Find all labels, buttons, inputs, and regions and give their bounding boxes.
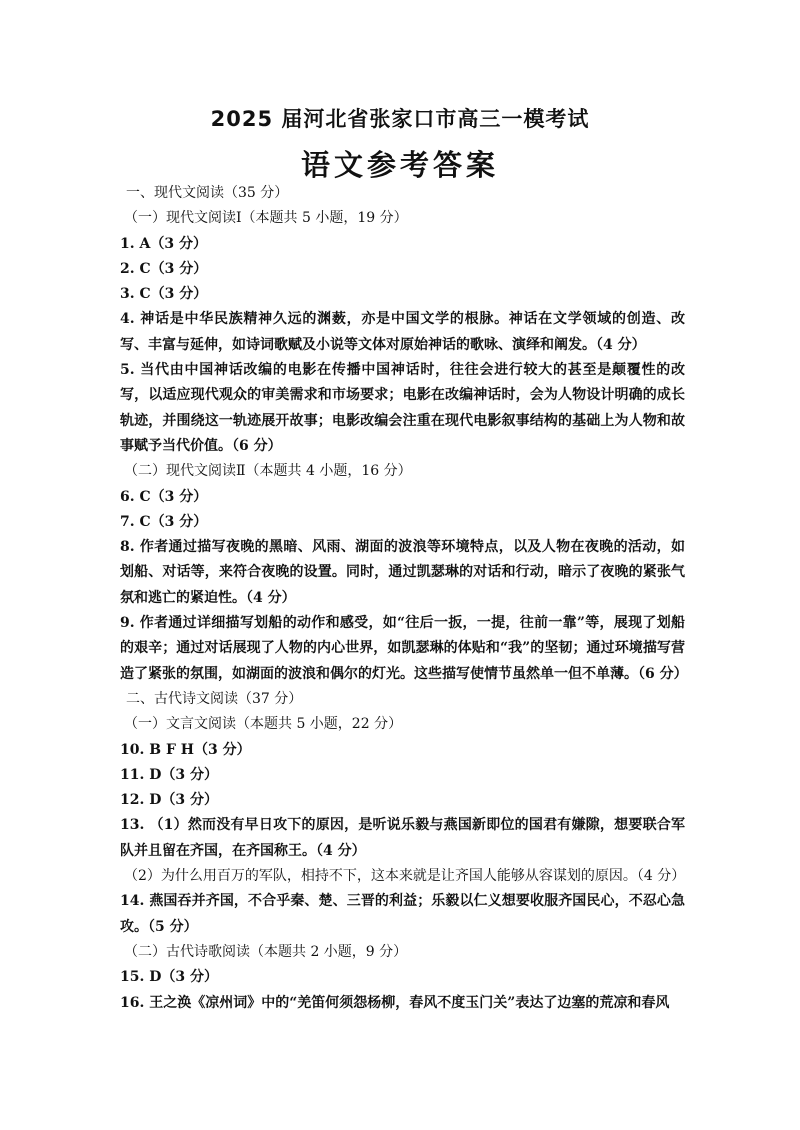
answer-paragraph: 13. （1）然而没有早日攻下的原因，是听说乐毅与燕国新即位的国君有嫌隙，想要联合军队并且留在齐国，在齐国称王。（4 分） — [120, 817, 685, 859]
answer-paragraph: 8. 作者通过描写夜晚的黑暗、风雨、湖面的波浪等环境特点，以及人物在夜晚的活动，如划船、对话等，来符合夜晚的设置。同时，通过凯瑟琳的对话和行动，暗示了夜晚的紧张气氛和逃亡的紧迫性。（4 分） — [120, 539, 685, 606]
answer-line: 1. A（3 分） — [120, 235, 207, 252]
answer-line: 7. C（3 分） — [120, 513, 208, 530]
answer-line: 10. B F H（3 分） — [120, 741, 251, 758]
answer-continuation: （2）为什么用百万的军队，相持不下，这本来就是让齐国人能够从容谋划的原因。（4 分） — [124, 868, 686, 885]
answer-paragraph: 5. 当代由中国神话改编的电影在传播中国神话时，往往会进行较大的甚至是颠覆性的改写，以适应现代观众的审美需求和市场要求；电影在改编神话时，会为人物设计明确的成长轨迹，并围绕这一轨迹展开故事；电影改编会注重在现代电影叙事结构的基础上为人物和故事赋予当代价值。（6 分） — [120, 362, 685, 454]
answer-line: 12. D（3 分） — [120, 792, 218, 809]
answer-paragraph: 9. 作者通过详细描写划船的动作和感受，如“往后一扳，一提，往前一靠”等，展现了划船的艰辛；通过对话展现了人物的内心世界，如凯瑟琳的体贴和“我”的坚韧；通过环境描写营造了紧张的氛围，如湖面的波浪和偶尔的灯光。这些描写使情节虽然单一但不单薄。（6 分） — [120, 615, 688, 682]
answer-line: 3. C（3 分） — [120, 286, 208, 303]
answer-line: 11. D（3 分） — [120, 766, 218, 783]
section-heading: 二、古代诗文阅读（37 分） — [126, 690, 303, 707]
answer-line: 6. C（3 分） — [120, 488, 208, 505]
answer-paragraph: 14. 燕国吞并齐国，不合乎秦、楚、三晋的利益；乐毅以仁义想要收服齐国民心，不忍心急攻。（5 分） — [120, 893, 685, 935]
section-heading: 一、现代文阅读（35 分） — [126, 185, 289, 201]
answer-line: 15. D（3 分） — [120, 969, 218, 986]
subsection-heading: （一）现代文阅读Ⅰ（本题共 5 小题，19 分） — [124, 210, 408, 227]
answer-content — [120, 181, 688, 1016]
subsection-heading: （二）现代文阅读Ⅱ（本题共 4 小题，16 分） — [124, 463, 412, 480]
answer-line: 2. C（3 分） — [120, 260, 208, 277]
subsection-heading: （二）古代诗歌阅读（本题共 2 小题，9 分） — [124, 943, 408, 960]
document-title: 语文参考答案 — [300, 148, 499, 182]
subsection-heading: （一）文言文阅读（本题共 5 小题，22 分） — [124, 716, 403, 733]
answer-paragraph: 16. 王之涣《凉州词》中的“羌笛何须怨杨柳，春风不度玉门关”表达了边塞的荒凉和春风 — [120, 994, 670, 1011]
answer-paragraph: 4. 神话是中华民族精神久远的渊薮，亦是中国文学的根脉。神话在文学领域的创造、改写、丰富与延伸，如诗词歌赋及小说等文体对原始神话的歌咏、演绎和阐发。（4 分） — [120, 311, 685, 353]
exam-title: 2025 届河北省张家口市高三一模考试 — [210, 107, 590, 131]
